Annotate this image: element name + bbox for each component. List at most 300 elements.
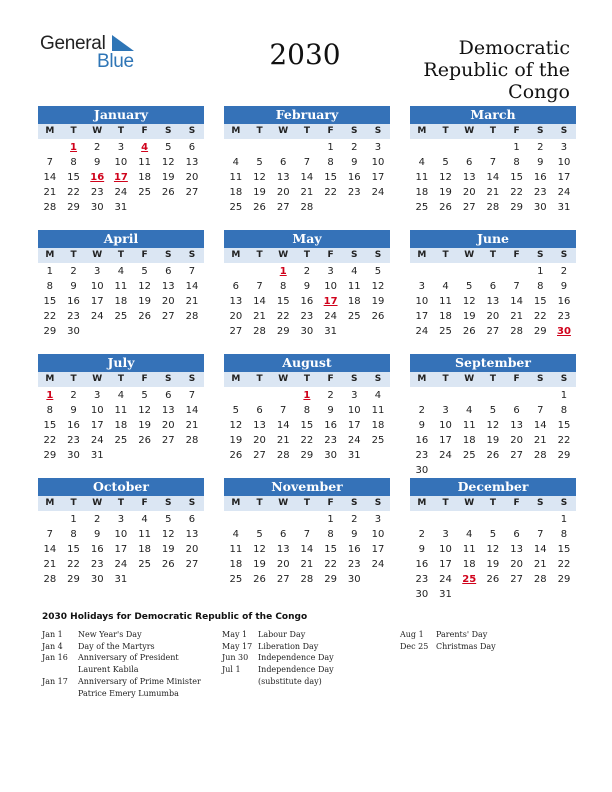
empty-cell (224, 140, 248, 155)
day-cell: 23 (90, 187, 104, 198)
day-cell: 5 (374, 266, 382, 277)
day-cell: 25 (229, 574, 243, 585)
day-cell: 28 (253, 326, 266, 337)
day-cell: 27 (185, 187, 199, 198)
day-cell: 14 (276, 420, 290, 431)
empty-cell (457, 140, 481, 155)
day-cell: 4 (466, 405, 473, 416)
weekday-label: M (45, 250, 55, 260)
day-cell: 12 (253, 544, 266, 555)
weekday-label: F (141, 126, 148, 136)
weekday-label: T (442, 250, 449, 260)
day-cell: 14 (43, 544, 57, 555)
holiday-date-label: Aug 1 (400, 630, 424, 639)
day-cell: 22 (276, 311, 290, 322)
holiday-date: 1 (279, 266, 287, 277)
empty-cell (271, 140, 295, 155)
empty-cell (224, 512, 248, 527)
day-cell: 16 (347, 544, 361, 555)
day-cell: 10 (557, 157, 571, 168)
holiday-date: 4 (141, 142, 149, 153)
day-cell: 26 (439, 202, 452, 213)
day-cell: 23 (324, 435, 337, 446)
day-cell: 26 (161, 559, 175, 570)
holiday-name: Day of the Martyrs (78, 641, 155, 651)
day-cell: 18 (347, 296, 361, 307)
day-cell: 24 (90, 311, 104, 322)
day-cell: 8 (46, 281, 54, 292)
day-cell: 13 (462, 172, 476, 183)
day-cell: 29 (324, 574, 337, 585)
day-cell: 27 (161, 311, 175, 322)
empty-cell (295, 512, 319, 527)
day-cell: 13 (185, 529, 199, 540)
day-cell: 28 (185, 435, 199, 446)
weekday-label: T (117, 374, 124, 384)
day-cell: 2 (94, 142, 101, 153)
day-cell: 11 (229, 544, 243, 555)
day-cell: 23 (67, 311, 80, 322)
day-cell: 21 (185, 420, 199, 431)
month-march (410, 106, 576, 215)
day-cell: 4 (232, 529, 240, 540)
day-cell: 2 (70, 390, 77, 401)
day-cell: 3 (442, 405, 449, 416)
day-cell: 25 (415, 202, 429, 213)
weekday-label: S (188, 498, 196, 508)
weekday-label: T (489, 374, 496, 384)
empty-cell (410, 388, 434, 403)
day-cell: 19 (138, 296, 151, 307)
day-cell: 10 (114, 529, 128, 540)
day-cell: 5 (141, 266, 148, 277)
day-cell: 9 (303, 281, 311, 292)
weekday-label: F (327, 250, 334, 260)
day-cell: 3 (94, 266, 101, 277)
month-title: January (38, 106, 204, 124)
weekday-label: S (351, 498, 358, 508)
day-cell: 22 (510, 187, 523, 198)
day-cell: 11 (462, 420, 476, 431)
day-cell: 25 (462, 450, 476, 461)
day-cell: 22 (557, 435, 571, 446)
day-cell: 12 (253, 172, 266, 183)
day-cell: 31 (347, 450, 361, 461)
weekday-label: S (351, 126, 358, 136)
day-grid (410, 388, 576, 478)
day-cell: 7 (280, 405, 287, 416)
weekday-label: T (117, 498, 124, 508)
day-cell: 12 (161, 529, 175, 540)
day-cell: 10 (439, 420, 452, 431)
empty-cell (505, 388, 529, 403)
day-cell: 11 (138, 157, 151, 168)
empty-cell (295, 140, 319, 155)
day-cell: 9 (94, 157, 101, 168)
weekday-label: T (303, 374, 310, 384)
weekday-header (410, 496, 576, 511)
day-cell: 19 (486, 559, 500, 570)
day-cell: 30 (324, 450, 337, 461)
weekday-label: S (560, 126, 568, 136)
day-cell: 2 (351, 142, 358, 153)
weekday-label: W (464, 498, 475, 508)
day-cell: 26 (138, 311, 151, 322)
empty-cell (457, 264, 481, 279)
month-title: February (224, 106, 390, 124)
day-cell: 2 (327, 390, 334, 401)
day-cell: 2 (303, 266, 311, 277)
holiday-entry (42, 629, 212, 641)
day-cell: 14 (300, 544, 314, 555)
day-cell: 30 (67, 326, 80, 337)
month-september (410, 354, 576, 478)
day-cell: 9 (418, 544, 426, 555)
day-cell: 22 (557, 559, 571, 570)
day-cell: 5 (489, 529, 497, 540)
month-may (224, 230, 390, 339)
weekday-label: S (351, 250, 358, 260)
day-cell: 29 (557, 574, 571, 585)
day-cell: 18 (229, 559, 243, 570)
day-cell: 9 (94, 529, 101, 540)
day-cell: 23 (347, 187, 361, 198)
holiday-date-label: Jul 1 (222, 665, 241, 675)
day-cell: 15 (43, 420, 57, 431)
day-cell: 18 (371, 420, 385, 431)
month-june (410, 230, 576, 339)
holiday-date-label: Dec 25 (400, 641, 429, 651)
day-cell: 11 (114, 405, 128, 416)
day-cell: 20 (161, 420, 175, 431)
weekday-label: M (417, 498, 427, 508)
day-cell: 10 (347, 405, 361, 416)
day-cell: 8 (513, 157, 520, 168)
empty-cell (481, 140, 505, 155)
empty-cell (505, 512, 529, 527)
weekday-label: T (489, 126, 496, 136)
day-grid (224, 512, 390, 587)
day-cell: 29 (276, 326, 290, 337)
day-cell: 1 (560, 514, 568, 525)
logo (40, 33, 140, 73)
day-cell: 3 (442, 529, 449, 540)
calendar-year: 2030 (269, 38, 341, 71)
day-cell: 5 (165, 514, 172, 525)
day-cell: 28 (300, 202, 314, 213)
day-cell: 21 (300, 187, 314, 198)
day-cell: 19 (229, 435, 243, 446)
weekday-label: S (537, 126, 544, 136)
weekday-label: S (374, 374, 382, 384)
weekday-label: T (256, 250, 263, 260)
day-cell: 1 (46, 266, 54, 277)
day-cell: 31 (90, 450, 104, 461)
day-cell: 3 (327, 266, 334, 277)
weekday-label: F (327, 374, 334, 384)
day-cell: 17 (415, 311, 429, 322)
holiday-entry (42, 641, 212, 653)
day-cell: 8 (70, 157, 77, 168)
day-cell: 27 (276, 202, 290, 213)
day-cell: 27 (161, 435, 175, 446)
weekday-label: W (278, 374, 289, 384)
day-cell: 21 (533, 559, 547, 570)
day-grid (410, 140, 576, 215)
day-cell: 26 (486, 450, 500, 461)
holiday-column (400, 629, 550, 652)
holiday-name: Liberation Day (258, 641, 319, 651)
day-cell: 11 (347, 281, 361, 292)
day-cell: 23 (90, 559, 104, 570)
empty-cell (481, 264, 505, 279)
day-cell: 9 (351, 157, 358, 168)
day-cell: 19 (138, 420, 151, 431)
day-cell: 20 (486, 311, 500, 322)
day-cell: 14 (533, 420, 547, 431)
weekday-label: T (256, 126, 263, 136)
day-cell: 4 (232, 157, 240, 168)
empty-cell (248, 512, 272, 527)
day-cell: 20 (185, 172, 199, 183)
day-cell: 16 (67, 296, 80, 307)
day-cell: 21 (510, 311, 523, 322)
day-cell: 5 (165, 142, 172, 153)
day-cell: 30 (415, 589, 429, 600)
day-cell: 15 (300, 420, 314, 431)
day-cell: 1 (327, 514, 334, 525)
weekday-label: S (165, 374, 172, 384)
day-cell: 22 (324, 559, 337, 570)
day-cell: 24 (324, 311, 337, 322)
holiday-name: Labour Day (258, 630, 306, 639)
day-cell: 11 (439, 296, 452, 307)
day-cell: 18 (138, 172, 151, 183)
day-cell: 4 (466, 529, 473, 540)
month-title: December (410, 478, 576, 496)
day-cell: 11 (462, 544, 476, 555)
day-cell: 20 (510, 435, 523, 446)
month-title: October (38, 478, 204, 496)
day-cell: 12 (462, 296, 476, 307)
holiday-date-label: Jan 17 (42, 676, 68, 686)
day-cell: 4 (117, 266, 125, 277)
weekday-label: T (117, 250, 124, 260)
weekday-label: F (141, 374, 148, 384)
day-cell: 2 (94, 514, 101, 525)
weekday-label: W (92, 374, 103, 384)
weekday-label: T (489, 250, 496, 260)
day-cell: 13 (486, 296, 500, 307)
day-cell: 29 (43, 326, 57, 337)
day-cell: 16 (533, 172, 547, 183)
weekday-label: F (327, 126, 334, 136)
day-cell: 17 (347, 420, 361, 431)
weekday-label: W (278, 498, 289, 508)
day-cell: 30 (347, 574, 361, 585)
holiday-name: Parents' Day (436, 630, 488, 639)
day-grid (224, 388, 390, 463)
weekday-label: W (464, 374, 475, 384)
day-cell: 21 (486, 187, 500, 198)
weekday-label: S (188, 126, 196, 136)
day-cell: 22 (43, 311, 57, 322)
holiday-name: Independence Day (substitute day) (258, 665, 334, 686)
month-august (224, 354, 390, 463)
day-grid (224, 264, 390, 339)
holiday-date: 1 (46, 390, 54, 401)
day-cell: 22 (533, 311, 547, 322)
day-cell: 25 (439, 326, 452, 337)
day-cell: 29 (43, 450, 57, 461)
day-cell: 2 (351, 514, 358, 525)
day-cell: 9 (70, 405, 77, 416)
day-cell: 9 (351, 529, 358, 540)
day-cell: 4 (117, 390, 125, 401)
holiday-name: Independence Day (258, 653, 334, 663)
day-cell: 21 (43, 559, 57, 570)
day-cell: 15 (67, 172, 80, 183)
weekday-label: M (417, 250, 427, 260)
day-cell: 2 (70, 266, 77, 277)
day-cell: 12 (486, 420, 500, 431)
day-cell: 12 (439, 172, 452, 183)
day-cell: 30 (415, 465, 429, 476)
day-cell: 8 (303, 405, 311, 416)
day-cell: 30 (300, 326, 314, 337)
weekday-header (38, 496, 204, 511)
day-cell: 15 (43, 296, 57, 307)
weekday-label: S (351, 374, 358, 384)
month-title: May (224, 230, 390, 248)
weekday-label: W (464, 126, 475, 136)
day-cell: 22 (67, 187, 80, 198)
day-cell: 19 (161, 172, 175, 183)
day-cell: 17 (114, 544, 128, 555)
day-cell: 20 (229, 311, 243, 322)
day-cell: 7 (489, 157, 497, 168)
day-cell: 27 (229, 326, 243, 337)
day-cell: 25 (114, 311, 128, 322)
day-cell: 19 (462, 311, 476, 322)
empty-cell (481, 512, 505, 527)
day-cell: 27 (486, 326, 500, 337)
day-cell: 6 (280, 157, 287, 168)
day-cell: 2 (537, 142, 544, 153)
weekday-label: F (513, 250, 520, 260)
empty-cell (434, 264, 458, 279)
day-cell: 20 (462, 187, 476, 198)
month-title: March (410, 106, 576, 124)
weekday-label: S (188, 250, 196, 260)
weekday-label: T (303, 126, 310, 136)
day-cell: 1 (560, 390, 568, 401)
empty-cell (224, 388, 248, 403)
empty-cell (434, 388, 458, 403)
weekday-label: S (188, 374, 196, 384)
weekday-header (224, 124, 390, 139)
month-october (38, 478, 204, 587)
day-cell: 10 (439, 544, 452, 555)
day-cell: 26 (229, 450, 243, 461)
day-cell: 16 (347, 172, 361, 183)
day-cell: 6 (188, 514, 196, 525)
weekday-label: M (231, 374, 241, 384)
day-cell: 13 (185, 157, 199, 168)
month-title: June (410, 230, 576, 248)
day-cell: 22 (300, 435, 314, 446)
day-cell: 19 (486, 435, 500, 446)
day-cell: 21 (276, 435, 290, 446)
holiday-column (42, 629, 212, 699)
weekday-label: F (141, 498, 148, 508)
day-cell: 13 (253, 420, 266, 431)
weekday-label: T (70, 374, 77, 384)
day-grid (410, 512, 576, 602)
day-grid (38, 512, 204, 587)
day-cell: 17 (439, 559, 452, 570)
day-cell: 6 (513, 529, 520, 540)
weekday-label: F (513, 498, 520, 508)
day-cell: 19 (253, 187, 266, 198)
day-cell: 16 (415, 559, 429, 570)
day-cell: 16 (415, 435, 429, 446)
weekday-header (38, 372, 204, 387)
weekday-label: T (117, 126, 124, 136)
day-cell: 10 (371, 529, 385, 540)
day-cell: 11 (371, 405, 385, 416)
holiday-entry (400, 629, 550, 641)
day-cell: 11 (114, 281, 128, 292)
holiday-date: 17 (323, 296, 338, 307)
day-cell: 17 (439, 435, 452, 446)
weekday-label: S (537, 374, 544, 384)
day-cell: 7 (537, 405, 544, 416)
holiday-entry (400, 641, 550, 653)
day-cell: 12 (161, 157, 175, 168)
day-cell: 14 (533, 544, 547, 555)
day-cell: 28 (43, 202, 57, 213)
day-cell: 18 (415, 187, 429, 198)
weekday-label: T (303, 498, 310, 508)
day-cell: 21 (43, 187, 57, 198)
day-cell: 4 (351, 266, 358, 277)
day-cell: 27 (185, 559, 199, 570)
day-cell: 2 (560, 266, 568, 277)
day-cell: 23 (533, 187, 547, 198)
day-cell: 14 (486, 172, 500, 183)
weekday-label: S (537, 498, 544, 508)
day-cell: 24 (439, 574, 452, 585)
empty-cell (248, 264, 272, 279)
weekday-label: T (256, 498, 263, 508)
day-cell: 16 (300, 296, 314, 307)
weekday-header (224, 372, 390, 387)
day-cell: 14 (43, 172, 57, 183)
day-cell: 2 (418, 405, 426, 416)
day-cell: 6 (165, 390, 172, 401)
day-cell: 29 (533, 326, 547, 337)
day-cell: 7 (188, 390, 196, 401)
weekday-label: W (278, 250, 289, 260)
empty-cell (410, 512, 434, 527)
day-cell: 28 (276, 450, 290, 461)
day-cell: 31 (439, 589, 452, 600)
month-title: July (38, 354, 204, 372)
weekday-label: T (256, 374, 263, 384)
empty-cell (410, 264, 434, 279)
weekday-label: M (45, 126, 55, 136)
